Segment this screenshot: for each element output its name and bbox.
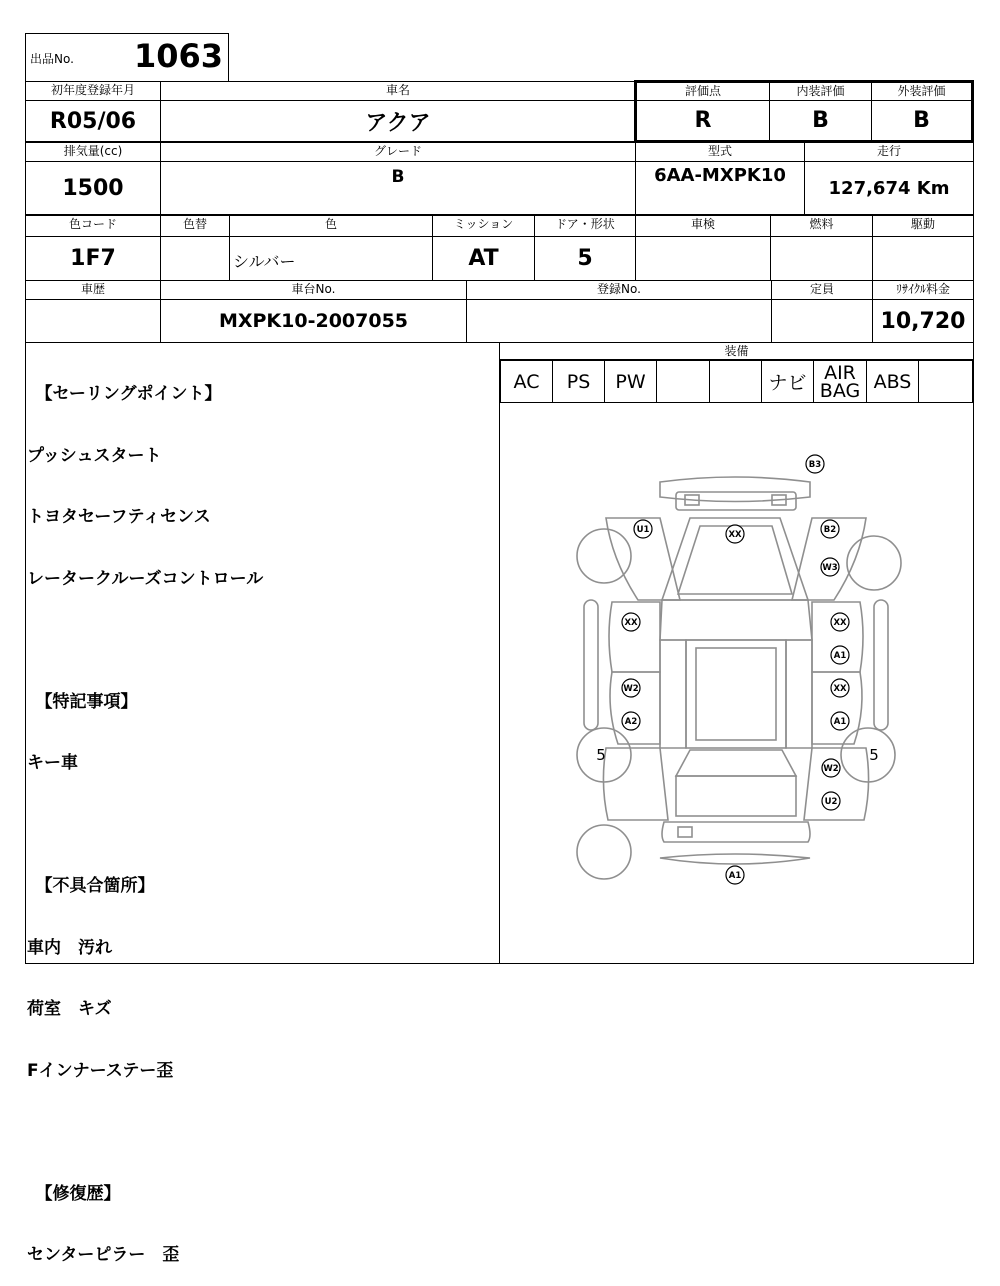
note-line: 【セーリングポイント】 [27, 384, 222, 404]
note-line: 【修復歴】 [27, 1183, 121, 1204]
damage-mark [822, 792, 840, 810]
note-line [27, 815, 497, 836]
tire-left-label: 5 [596, 746, 606, 764]
door-header: ドア・形状 [534, 215, 636, 237]
lot-box [25, 33, 229, 82]
door-value: 5 [534, 236, 636, 281]
drive-value [872, 236, 974, 281]
damage-mark [622, 613, 640, 631]
reg-date-header: 初年度登録年月 [25, 81, 161, 101]
equip-abs: ABS [866, 360, 919, 403]
chassis-value: MXPK10-2007055 [160, 299, 467, 343]
grade-cell [160, 161, 636, 215]
svg-text:A2: A2 [624, 717, 638, 727]
mileage-header: 走行 [804, 142, 974, 162]
damage-mark [821, 520, 839, 538]
capacity-header: 定員 [771, 280, 873, 300]
svg-text:W2: W2 [823, 764, 839, 774]
svg-text:XX: XX [728, 530, 742, 540]
damage-mark [726, 866, 744, 884]
damage-mark [831, 679, 849, 697]
note-line: 車内 汚れ [27, 937, 112, 958]
equip-navi: ナビ [761, 360, 814, 403]
car-name-header: 車名 [160, 81, 636, 101]
svg-text:B3: B3 [808, 460, 822, 470]
damage-mark [622, 712, 640, 730]
chassis-header: 車台No. [160, 280, 467, 300]
mission-value: AT [432, 236, 535, 281]
recycle-value: 10,720 [872, 299, 974, 343]
car-damage-diagram [500, 403, 972, 963]
recycle-header: ﾘｻｲｸﾙ料金 [872, 280, 974, 300]
inspection-header: 車検 [635, 215, 771, 237]
damage-mark [821, 558, 839, 576]
exterior-header: 外装評価 [872, 83, 971, 101]
recolor-header: 色替 [160, 215, 230, 237]
note-line: プッシュスタート [27, 445, 162, 466]
reg-no-value [466, 299, 772, 343]
reg-no-header: 登録No. [466, 280, 772, 300]
interior-header: 内装評価 [770, 83, 872, 101]
fuel-value [770, 236, 873, 281]
exterior-value: B [913, 108, 930, 133]
lot-number: 1063 [134, 37, 224, 75]
car-name-value: アクア [160, 100, 636, 142]
displacement-header: 排気量(cc) [25, 142, 161, 162]
note-line: 荷室 キズ [27, 999, 112, 1019]
svg-text:XX: XX [624, 618, 638, 628]
displacement-value: 1500 [25, 161, 161, 215]
model-value: 6AA-MXPK10 [654, 165, 786, 186]
damage-mark [726, 525, 744, 543]
fuel-header: 燃料 [770, 215, 873, 237]
color-code-header: 色コード [25, 215, 161, 237]
damage-mark [831, 646, 849, 664]
equip-empty-3 [918, 360, 973, 403]
equip-empty-1 [656, 360, 710, 403]
reg-date-value: R05/06 [25, 100, 161, 142]
damage-mark [822, 759, 840, 777]
svg-text:W3: W3 [822, 563, 838, 573]
svg-text:B2: B2 [823, 525, 837, 535]
lot-label: 出品No. [30, 52, 74, 66]
drive-header: 駆動 [872, 215, 974, 237]
color-code-value: 1F7 [25, 236, 161, 281]
mission-header: ミッション [432, 215, 535, 237]
equip-empty-2 [709, 360, 762, 403]
history-header: 車歴 [25, 280, 161, 300]
note-line: トヨタセーフティセンス [27, 507, 211, 527]
score-header: 評価点 [637, 83, 770, 101]
color-cell [229, 236, 433, 281]
color-header: 色 [229, 215, 433, 237]
history-value [25, 299, 161, 343]
color-value: シルバー [233, 252, 296, 271]
inspection-value [635, 236, 771, 281]
model-cell [635, 161, 805, 215]
svg-text:U2: U2 [824, 797, 838, 807]
equipment-header: 装備 [500, 343, 973, 360]
tire-right-label: 5 [869, 746, 879, 764]
score-value: R [637, 101, 770, 140]
svg-text:W2: W2 [623, 684, 639, 694]
svg-text:XX: XX [833, 684, 847, 694]
note-line: 【不具合箇所】 [27, 876, 155, 896]
interior-value: B [770, 101, 872, 140]
note-line: Fインナーステー歪 [27, 1060, 174, 1081]
note-line: レータークルーズコントロール [27, 568, 264, 589]
note-line [27, 630, 497, 651]
equip-ps: PS [552, 360, 605, 403]
note-line: 【特記事項】 [27, 691, 138, 712]
equip-airbag: AIR BAG [813, 360, 867, 403]
grade-header: グレード [160, 142, 636, 162]
damage-mark [831, 613, 849, 631]
damage-mark [831, 712, 849, 730]
grade-value: B [391, 167, 405, 187]
svg-text:A1: A1 [833, 651, 847, 661]
capacity-value [771, 299, 873, 343]
equip-pw: PW [604, 360, 657, 403]
note-line [27, 1122, 497, 1143]
model-header: 型式 [635, 142, 805, 162]
svg-text:A1: A1 [728, 871, 742, 881]
note-line: キー車 [27, 753, 78, 773]
damage-mark [634, 520, 652, 538]
notes-text [27, 343, 497, 1286]
svg-text:XX: XX [833, 618, 847, 628]
note-line: センターピラー 歪 [27, 1245, 180, 1265]
svg-text:U1: U1 [636, 525, 650, 535]
mileage-value: 127,674 Km [804, 161, 974, 215]
damage-mark [622, 679, 640, 697]
recolor-value [160, 236, 230, 281]
svg-text:A1: A1 [833, 717, 847, 727]
equip-ac: AC [500, 360, 553, 403]
damage-mark [806, 455, 824, 473]
